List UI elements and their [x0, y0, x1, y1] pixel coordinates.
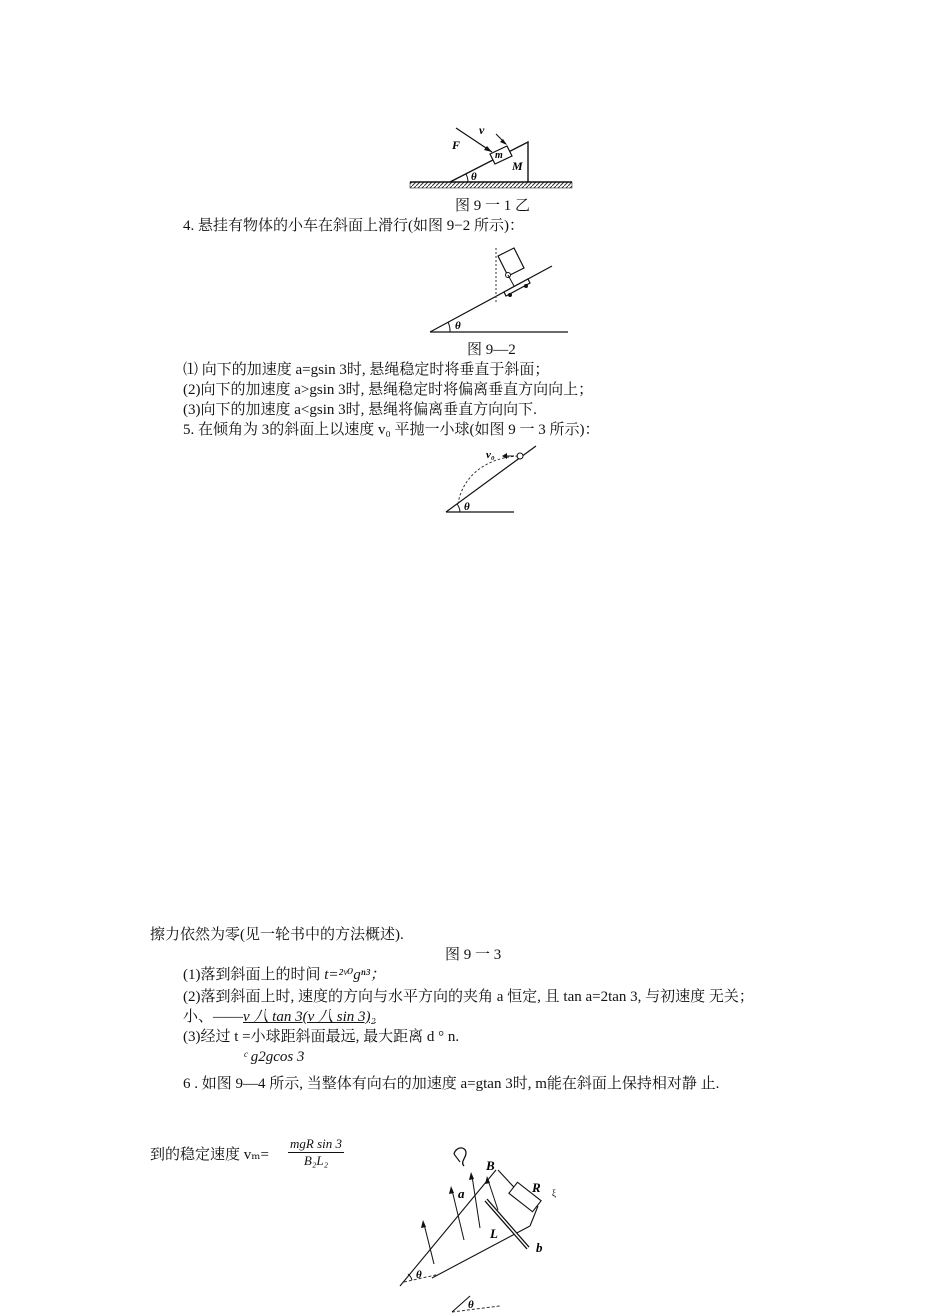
result-2: (2)落到斜面上时, 速度的方向与水平方向的夹角 a 恒定, 且 tan a=2tan 3, 与初速度 无关；: [183, 989, 754, 1005]
stable-velocity-fraction: [288, 1136, 344, 1169]
result-1-text: (1)落到斜面上的时间: [183, 967, 325, 983]
fig4-label-B: B: [486, 1158, 495, 1173]
item-5: 5. 在倾角为 3的斜面上以速度 v₀ 平抛一小球(如图 9 一 3 所示)：: [183, 422, 600, 438]
fig4-label-theta-2: θ: [468, 1299, 474, 1311]
figure-9-1-b-caption: 图 9 一 1 乙: [455, 198, 531, 214]
fraction-denominator: B₂L₂: [303, 1153, 329, 1168]
figure-9-1-b: [408, 122, 576, 196]
result-3: (3)经过 t =小球距斜面最远, 最大距离 d ° n.: [183, 1029, 460, 1045]
conclusion-2: (2)向下的加速度 a>gsin 3时, 悬绳稳定时将偏离垂直方向向上；: [183, 382, 594, 398]
fig4-label-a: a: [458, 1186, 465, 1201]
fig1-label-F: F: [452, 138, 461, 152]
fig1-label-theta: θ: [471, 171, 477, 183]
item-4: 4. 悬挂有物体的小车在斜面上滑行(如图 9−2 所示)：: [183, 218, 524, 234]
result-2-prefix: 小、——: [183, 1009, 244, 1025]
fig1-label-M: M: [512, 159, 523, 173]
fig3-label-theta: θ: [464, 501, 470, 513]
fig1-label-m: m: [495, 150, 503, 161]
fig4-label-R: R: [532, 1180, 541, 1195]
fig4-label-L: L: [490, 1226, 498, 1241]
fig4-mark: ξ: [552, 1188, 557, 1198]
result-2-formula: v 八 tan 3(v 八 sin 3)₂: [243, 1009, 376, 1025]
fig2-label-theta: θ: [455, 320, 461, 332]
item-6: 6 . 如图 9—4 所示, 当整体有向右的加速度 a=gtan 3时, m能在斜面上保持相对静 止.: [183, 1076, 720, 1092]
fraction-numerator: mgR sin 3: [290, 1136, 342, 1151]
figure-9-3: [444, 442, 544, 518]
fig4-label-theta-1: θ: [416, 1269, 422, 1281]
figure-9-3-caption: 图 9 一 3: [445, 947, 502, 963]
result-3-denominator: ᶜ g2gcos 3: [243, 1049, 305, 1065]
result-2-formula-line: [183, 1008, 376, 1026]
stable-velocity-label: 到的稳定速度 vₘ=: [150, 1147, 269, 1163]
figure-9-2: [428, 240, 572, 336]
friction-note: 擦力依然为零(见一轮书中的方法概述).: [150, 927, 404, 943]
figure-9-4: [390, 1140, 570, 1316]
result-1: [183, 966, 385, 984]
fig3-label-v0: v₀: [486, 449, 495, 461]
conclusion-1: ⑴ 向下的加速度 a=gsin 3时, 悬绳稳定时将垂直于斜面；: [183, 362, 550, 378]
conclusion-3: (3)向下的加速度 a<gsin 3时, 悬绳将偏离垂直方向向下.: [183, 402, 537, 418]
fig1-label-v: v: [479, 123, 485, 137]
result-1-formula: t=²ᵛ⁰gⁿ³；: [324, 967, 385, 983]
figure-9-2-caption: 图 9—2: [467, 342, 516, 358]
fig4-label-b: b: [536, 1240, 543, 1255]
